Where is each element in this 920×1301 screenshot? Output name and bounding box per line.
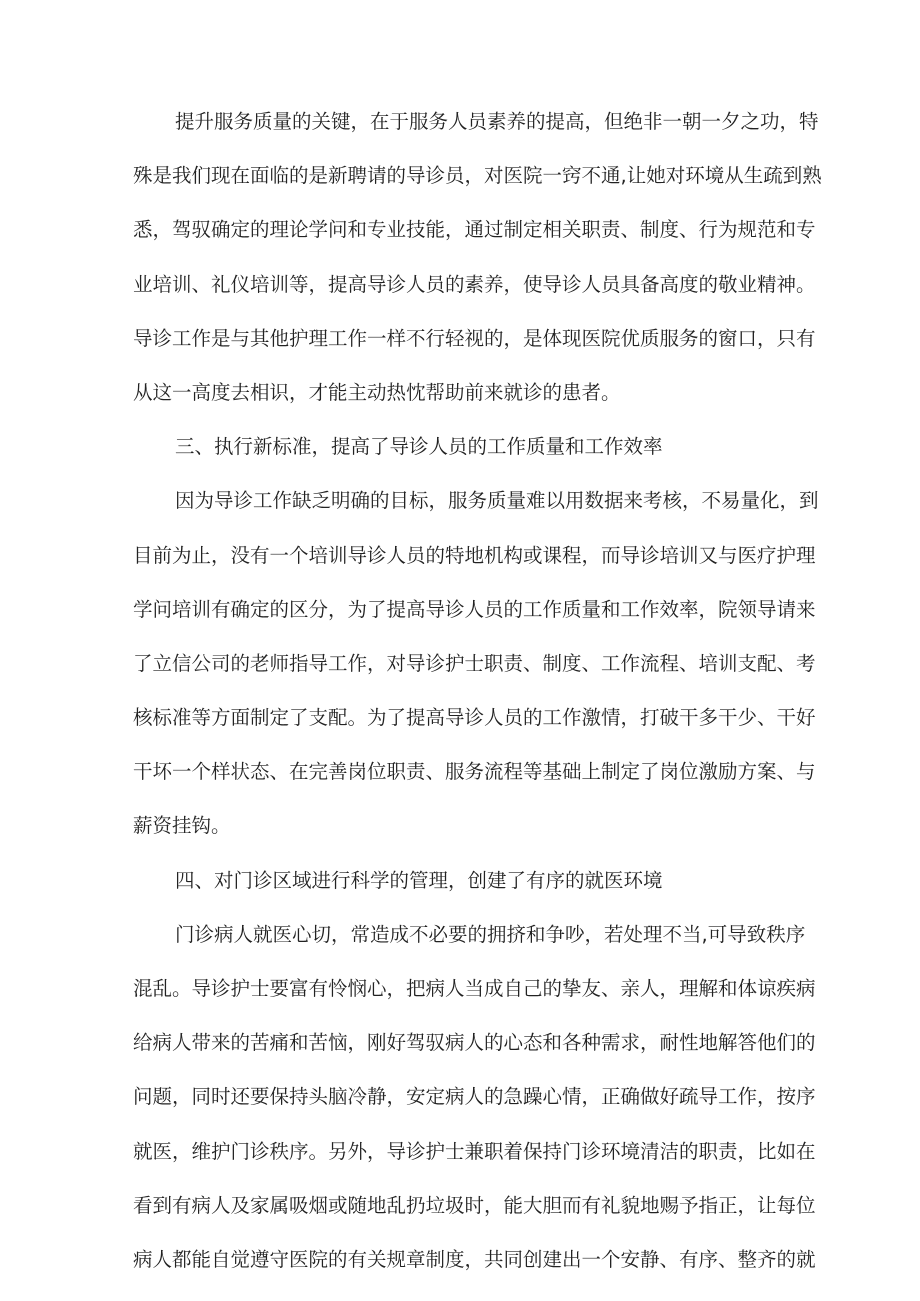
text-line: 给病人带来的苦痛和苦恼，刚好驾驭病人的心态和各种需求，耐性地解答他们的 <box>133 1031 816 1055</box>
text-line: 从这一高度去相识，才能主动热忱帮助前来就诊的患者。 <box>133 380 621 404</box>
text-line: 干坏一个样状态、在完善岗位职责、服务流程等基础上制定了岗位激励方案、与 <box>133 760 816 784</box>
text-line: 混乱。导诊护士要富有怜悯心，把病人当成自己的挚友、亲人，理解和体谅疾病 <box>133 977 816 1000</box>
text-line: 薪资挂钩。 <box>133 814 231 838</box>
text-line: 就医，维护门诊秩序。另外，导诊护士兼职着保持门诊环境清洁的职责，比如在 <box>133 1139 816 1163</box>
text-line: 核标准等方面制定了支配。为了提高导诊人员的工作激情，打破干多干少、干好 <box>133 706 816 730</box>
section-heading: 四、对门诊区域进行科学的管理，创建了有序的就医环境 <box>175 868 663 892</box>
text-line: 目前为止，没有一个培训导诊人员的特地机构或课程，而导诊培训又与医疗护理 <box>133 543 816 567</box>
text-line: 问题，同时还要保持头脑冷静，安定病人的急躁心情，正确做好疏导工作，按序 <box>133 1085 816 1109</box>
text-line: 悉，驾驭确定的理论学问和专业技能，通过制定相关职责、制度、行为规范和专 <box>133 218 816 242</box>
document-body <box>133 95 822 1287</box>
text-line: 导诊工作是与其他护理工作一样不行轻视的，是体现医院优质服务的窗口，只有 <box>133 326 816 350</box>
text-line: 学问培训有确定的区分，为了提高导诊人员的工作质量和工作效率，院领导请来 <box>133 597 816 621</box>
text-line: 门诊病人就医心切，常造成不必要的拥挤和争吵，若处理不当,可导致秩序 <box>175 922 806 946</box>
text-line: 了立信公司的老师指导工作，对导诊护士职责、制度、工作流程、培训支配、考 <box>133 651 816 675</box>
text-line: 殊是我们现在面临的是新聘请的导诊员，对医院一窍不通,让她对环境从生疏到熟 <box>133 164 822 188</box>
section-heading: 三、执行新标准，提高了导诊人员的工作质量和工作效率 <box>175 435 663 459</box>
text-line: 提升服务质量的关键，在于服务人员素养的提高，但绝非一朝一夕之功，特 <box>175 110 819 133</box>
text-line: 因为导诊工作缺乏明确的目标，服务质量难以用数据来考核，不易量化，到 <box>175 489 819 513</box>
text-line: 病人都能自觉遵守医院的有关规章制度，共同创建出一个安静、有序、整齐的就 <box>133 1247 816 1271</box>
text-line: 看到有病人及家属吸烟或随地乱扔垃圾时，能大胆而有礼貌地赐予指正，让每位 <box>133 1193 816 1217</box>
text-line: 业培训、礼仪培训等，提高导诊人员的素养，使导诊人员具备高度的敬业精神。 <box>133 272 816 296</box>
